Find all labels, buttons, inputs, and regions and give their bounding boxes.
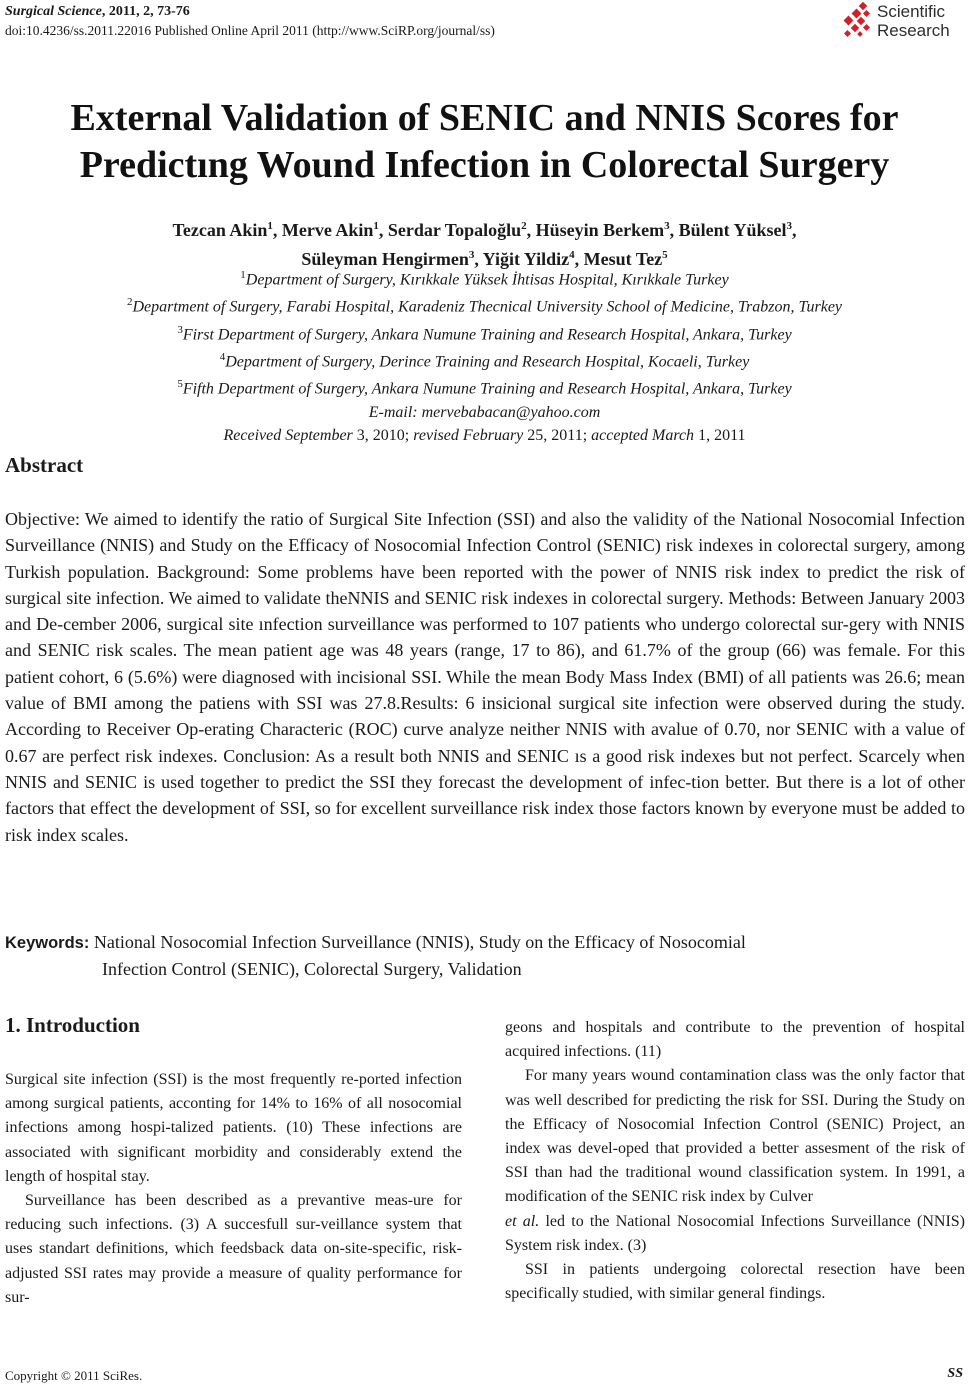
affiliation-line: [0, 264, 969, 291]
author-name: , Serdar Topaloğlu: [378, 220, 522, 240]
logo-text-scientific: Scientific: [877, 2, 946, 21]
author-name: ,: [791, 220, 797, 240]
author-affiliation-mark: 2: [521, 220, 527, 232]
revised-label: revised February: [413, 426, 524, 444]
paragraph-continuation: led to the National Nosocomial Infections Surveillance (NNIS) System risk index. (3): [505, 1212, 965, 1254]
paragraph: SSI in patients undergoing colorectal resection have been specifically studied, with similar general findings.: [505, 1261, 965, 1303]
affiliation-mark: 4: [219, 350, 226, 363]
affiliation-line: [0, 291, 969, 318]
section-heading-introduction: 1. Introduction: [5, 1013, 140, 1037]
affiliation-mark: 5: [177, 378, 183, 391]
abstract-heading: Abstract: [5, 453, 84, 477]
affiliation-text: Fifth Department of Surgery, Ankara Numune Training and Research Hospital, Ankara, Turkey: [182, 380, 792, 398]
paragraph: [505, 1210, 965, 1258]
author-name: , Bülent Yüksel: [669, 220, 787, 240]
author-name: , Merve Akin: [272, 220, 374, 240]
author-affiliation-mark: 3: [664, 220, 670, 232]
right-column: [505, 1016, 965, 1306]
affiliation-line: [0, 319, 969, 346]
affiliation-list: [0, 264, 969, 401]
author-name: Süleyman Hengirmen: [301, 249, 469, 269]
footer-journal-abbr: SS: [947, 1366, 963, 1381]
keywords: [5, 929, 965, 982]
accepted-date: 1, 2011: [694, 426, 746, 444]
doi-line: doi:10.4236/ss.2011.22016 Published Online April 2011 (http://www.SciRP.org/journal/ss): [5, 23, 495, 38]
title-line-1: External Validation of SENIC and NNIS Scores for: [70, 97, 899, 139]
affiliation-mark: 1: [240, 269, 246, 281]
keywords-line-1: National Nosocomial Infection Surveillance (NNIS), Study on the Efficacy of Nosocomial: [89, 932, 746, 952]
title-line-2: Predictıng Wound Infection in Colorectal Surgery: [79, 144, 890, 186]
paragraph: Surgical site infection (SSI) is the most frequently re-ported infection among surgical patients, acconting for 14% to 16% of all nosocomial infections among hospi-talized patients. (10) These infections are associated with significant morbidity and considerably extend the length of hospital stay.: [5, 1071, 462, 1185]
author-name: , Hüseyin Berkem: [526, 220, 665, 240]
footer-copyright: Copyright © 2011 SciRes.: [5, 1368, 143, 1383]
author-affiliation-mark: 4: [569, 249, 575, 261]
paragraph: For many years wound contamination class was the only factor that was well described for predicting the risk for SSI. During the Study on the Efficacy of Nosocomial Infection Control (SENIC) Project, an index was devel-oped that provided a better assesment of the risk of SSI than had the traditional wound classification system. In 1991, a modification of the SENIC risk index by Culver: [505, 1067, 965, 1206]
author-name: , Yiğit Yildiz: [474, 249, 570, 269]
paragraph: Surveillance has been described as a prevantive meas-ure for reducing such infections. (3) A succesfull sur-veillance system that uses standart definitions, which feedsback data on-site-specific, risk-adjusted SSI rates may provide a measure of quality performance for sur-: [5, 1192, 462, 1306]
keywords-label: Keywords:: [5, 934, 90, 952]
author-affiliation-mark: 1: [267, 220, 273, 232]
publisher-logo: [840, 0, 965, 44]
affiliation-line: [0, 373, 969, 400]
accepted-label: accepted March: [591, 426, 695, 444]
author-name: Tezcan Akin: [172, 220, 268, 240]
paragraph: geons and hospitals and contribute to the prevention of hospital acquired infections. (11): [505, 1019, 965, 1061]
scirp-logo-icon: [840, 2, 874, 40]
authors-line-1: [0, 214, 969, 243]
journal-citation: , 2011, 2, 73-76: [101, 4, 190, 19]
email-line: [0, 401, 969, 424]
revised-date: 25, 2011;: [523, 426, 592, 444]
journal-name: Surgical Science: [5, 4, 102, 19]
keywords-line-2: Infection Control (SENIC), Colorectal Surgery, Validation: [102, 959, 522, 979]
affiliation-mark: 2: [126, 296, 133, 309]
affiliations: [0, 264, 969, 447]
affiliation-text: Department of Surgery, Kırıkkale Yüksek İhtisas Hospital, Kırıkkale Turkey: [245, 271, 729, 289]
et-al: et al.: [505, 1212, 540, 1230]
journal-header: [5, 2, 495, 40]
author-affiliation-mark: 5: [662, 249, 668, 261]
author-affiliation-mark: 3: [786, 220, 792, 232]
received-date: 3, 2010;: [352, 426, 414, 444]
affiliation-text: Department of Surgery, Derince Training and Research Hospital, Kocaeli, Turkey: [225, 353, 750, 371]
author-name: , Mesut Tez: [574, 249, 663, 269]
email-label: E-mail: [368, 403, 413, 421]
affiliation-text: First Department of Surgery, Ankara Numune Training and Research Hospital, Ankara, Turkey: [182, 325, 792, 343]
affiliation-mark: 3: [177, 323, 183, 336]
dates-line: [0, 424, 969, 447]
affiliation-line: [0, 346, 969, 373]
author-affiliation-mark: 3: [468, 249, 475, 261]
received-label: Received September: [223, 426, 353, 444]
logo-text-research: Research: [877, 21, 950, 40]
author-affiliation-mark: 1: [373, 220, 379, 232]
email-address: : mervebabacan@yahoo.com: [412, 403, 601, 421]
left-column: [5, 1068, 462, 1310]
abstract-text: Objective: We aimed to identify the ratio of Surgical Site Infection (SSI) and also the validity of the National Nosocomial Infection Surveillance (NNIS) and Study on the Efficacy of Nosocomial Infection Control (SENIC) risk indexes in colorectal surgery, among Turkish population. Background: Some problems have been reported with the power of NNIS risk index to predict the risk of surgical site infection. We aimed to validate theNNIS and SENIC risk indexes in colorectal surgery. Methods: Between January 2003 and De-cember 2006, surgical site ınfection surveillance was performed to 107 patients who undergo colorectal sur-gery with NNIS and SENIC risk scales. The mean patient age was 48 years (range, 17 to 86), and 61.7% of the group (66) was female. For this patient cohort, 6 (5.6%) were diagnosed with incisional SSI. While the mean Body Mass Index (BMI) of all patients was 26.6; mean value of BMI among the patiens with SSI was 27.8.Results: 6 insicional surgical site infection were observed during the study. According to Receiver Op-erating Characteric (ROC) curve analyze neither NNIS with avalue of 0.70, nor SENIC with a value of 0.67 are perfect risk indexes. Conclusion: As a result both NNIS and SENIC ıs a good risk indexes but not perfect. Scarcely when NNIS and SENIC is used together to predict the SSI they forecast the development of infec-tion better. But there is a lot of other factors that effect the development of SSI, so for excellent surveillance risk index those factors known by everyone must be added to risk index scales.: [5, 509, 965, 845]
paper-title: [0, 95, 969, 189]
affiliation-text: Department of Surgery, Farabi Hospital, Karadeniz Thecnical University School of Medicine, Trabzon, Turkey: [132, 298, 843, 316]
